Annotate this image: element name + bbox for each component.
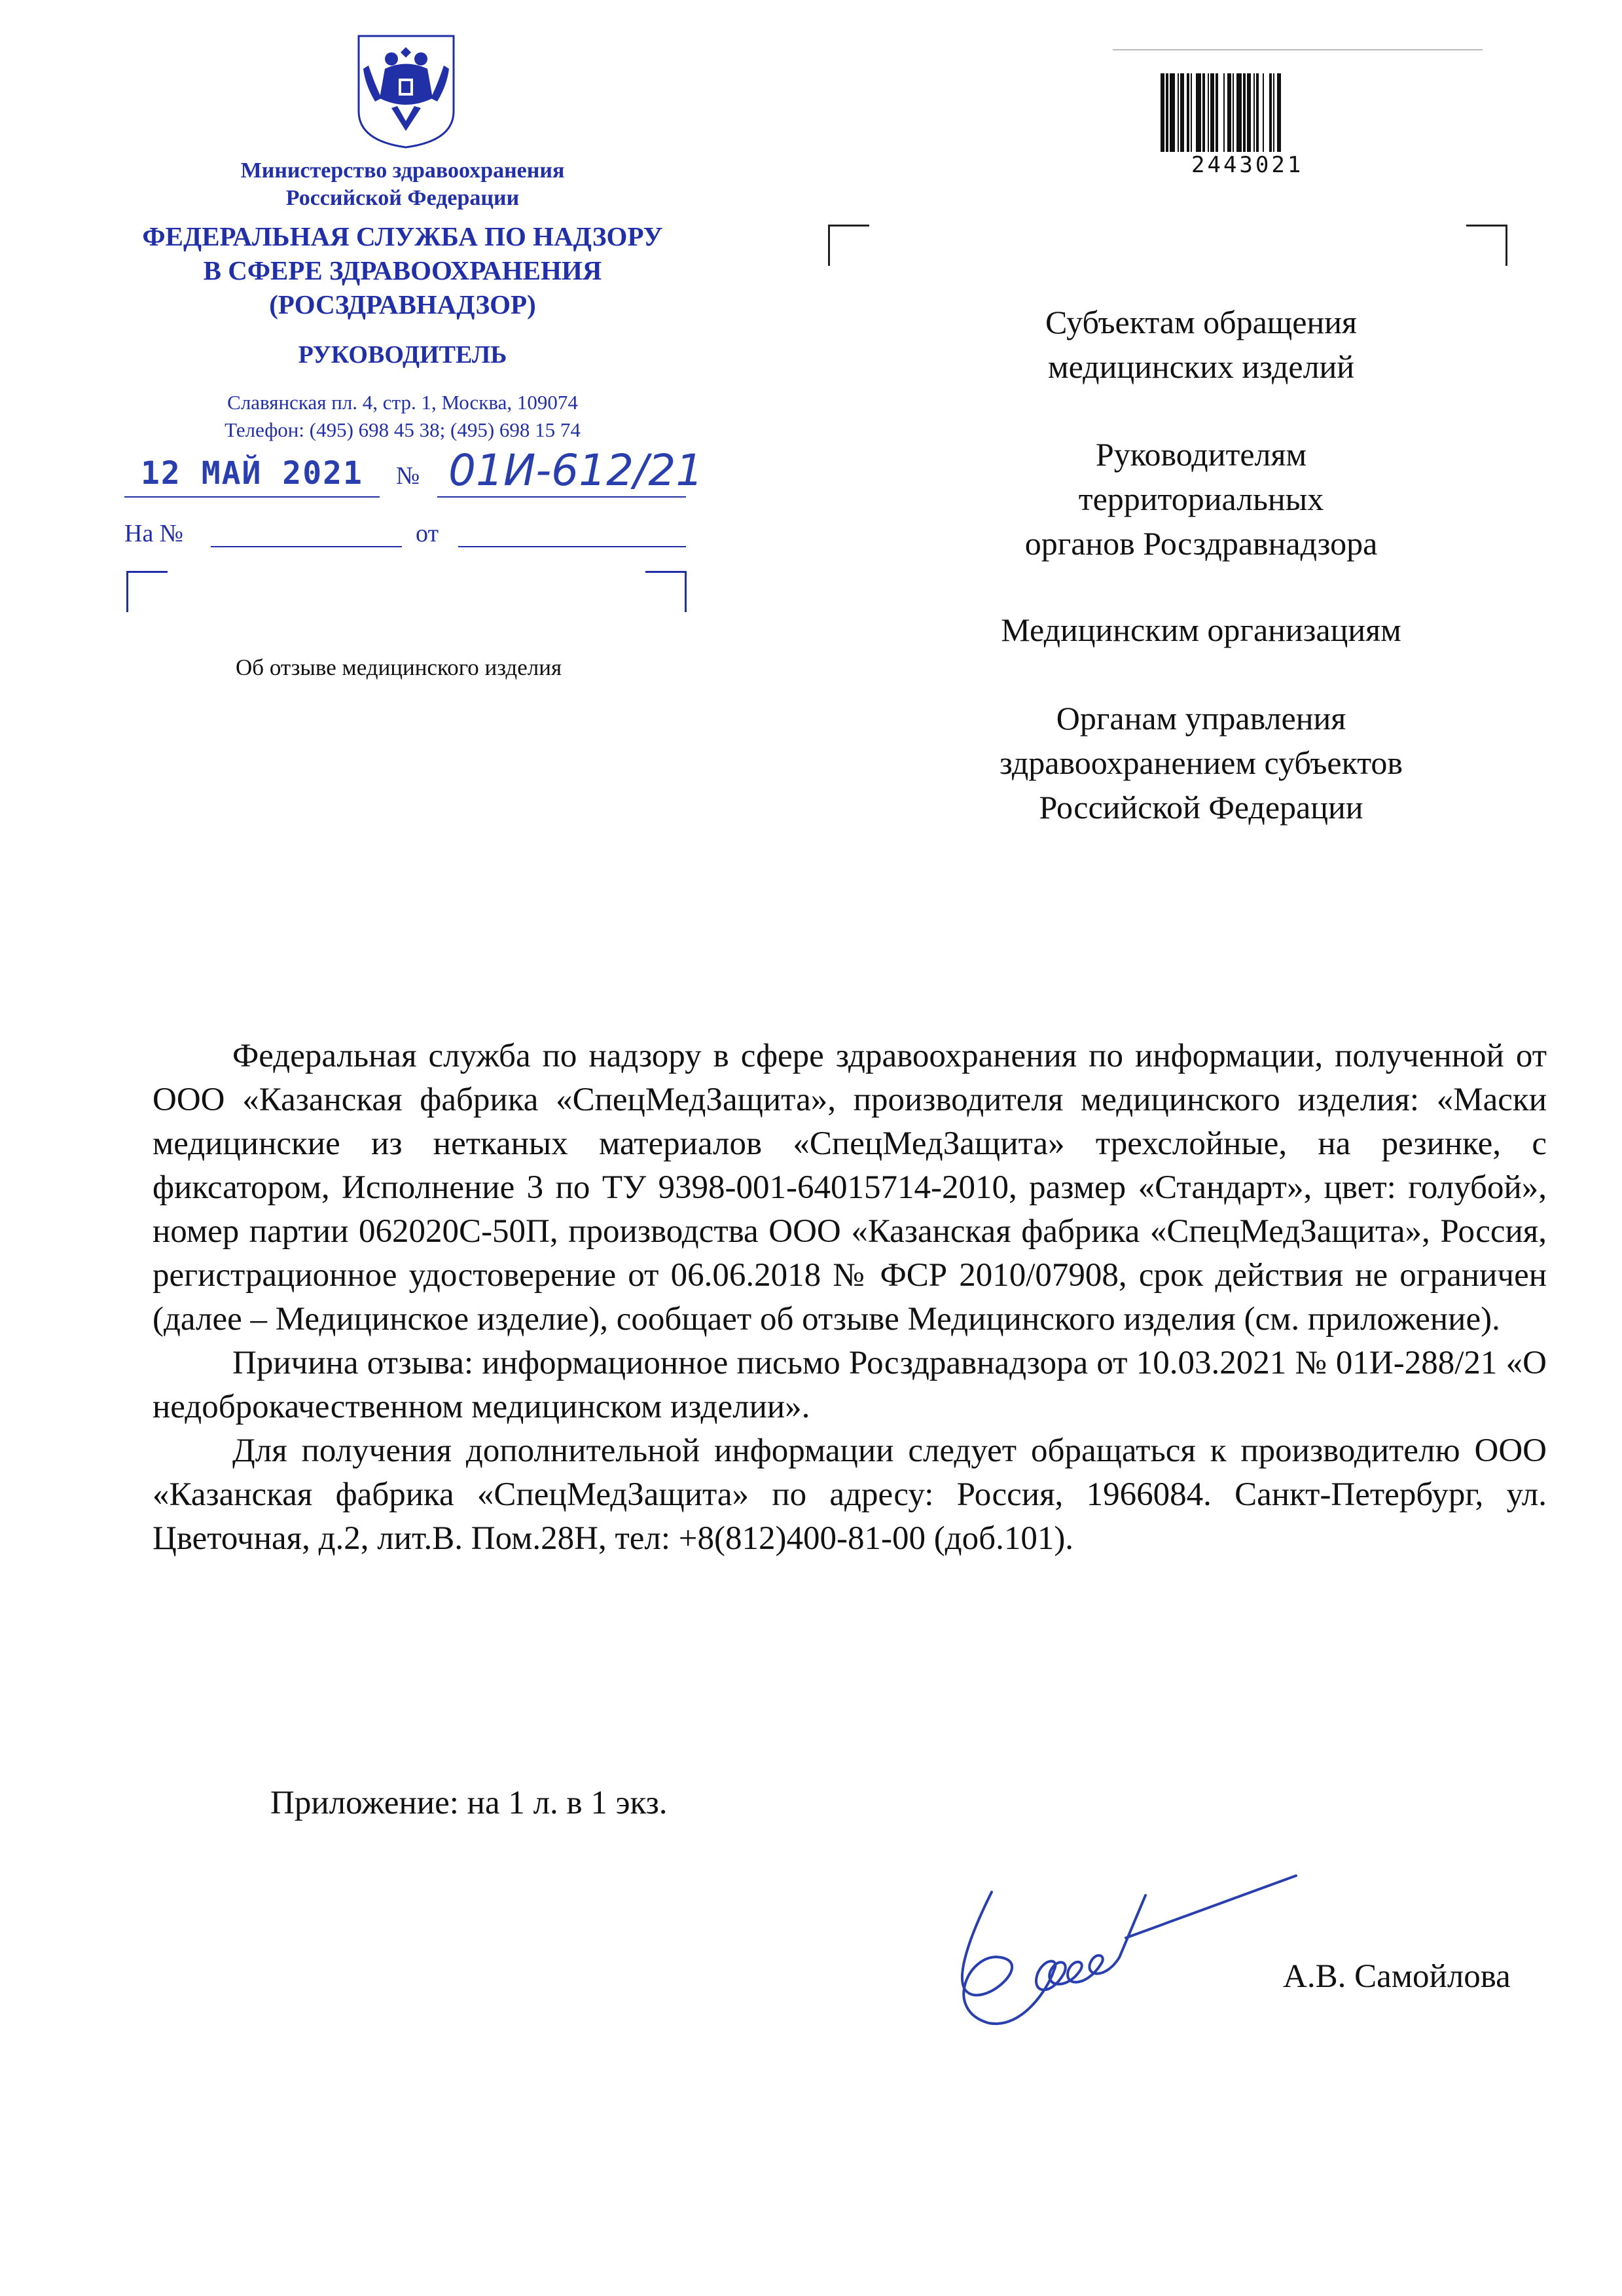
reply-number-label: На № <box>124 520 184 547</box>
appendix-note: Приложение: на 1 л. в 1 экз. <box>270 1785 668 1821</box>
barcode-bar <box>1247 73 1251 152</box>
reply-from-label: от <box>416 520 439 547</box>
addressee-3 <box>871 608 1532 652</box>
addressee-line: Руководителям <box>1095 436 1307 473</box>
addressee-line: здравоохранением субъектов <box>999 744 1403 781</box>
addressee-line: медицинских изделий <box>1047 348 1355 385</box>
barcode-bar <box>1191 73 1192 152</box>
barcode-bar <box>1243 73 1246 152</box>
addressee-2 <box>871 432 1532 566</box>
letter-subject: Об отзыве медицинского изделия <box>236 655 562 680</box>
barcode-bar <box>1269 73 1272 152</box>
barcode-bar <box>1180 73 1184 152</box>
date-stamp: 12 МАЙ 2021 <box>141 455 363 492</box>
subject-corner-right <box>645 571 687 612</box>
barcode-bar <box>1166 73 1168 152</box>
phone: Телефон: (495) 698 45 38; (495) 698 15 74 <box>225 418 581 441</box>
address: Славянская пл. 4, стр. 1, Москва, 109074 <box>227 391 578 414</box>
barcode-bar <box>1210 73 1214 152</box>
addressee-1 <box>871 300 1532 389</box>
letter-body <box>153 1034 1547 1561</box>
barcode-bar <box>1233 73 1234 152</box>
addressee-line: Субъектам обращения <box>1045 304 1357 340</box>
service-name <box>98 219 707 321</box>
outgoing-number: 01И-612/21 <box>448 445 704 496</box>
addressee-4 <box>871 696 1532 829</box>
ministry-line-2: Российской Федерации <box>285 186 520 210</box>
coat-of-arms-emblem <box>355 33 457 149</box>
head-title: РУКОВОДИТЕЛЬ <box>298 341 507 369</box>
signer-name: А.В. Самойлова <box>1283 1958 1511 1995</box>
number-label: № <box>396 462 420 490</box>
barcode-bar <box>1236 73 1242 152</box>
addressee-corner-right <box>1466 225 1507 266</box>
barcode-bar <box>1263 73 1264 152</box>
ministry-name <box>164 157 641 212</box>
barcode-bar <box>1253 73 1255 152</box>
barcode-bar <box>1227 73 1231 152</box>
barcode-bar <box>1216 73 1218 152</box>
barcode-bar <box>1202 73 1205 152</box>
addressee-line: Российской Федерации <box>1039 789 1363 826</box>
barcode-number: 2443021 <box>1191 152 1304 178</box>
barcode-bar <box>1161 73 1164 152</box>
body-paragraph-2: Причина отзыва: информационное письмо Росздравнадзора от 10.03.2021 № 01И-288/21 «О недоброкачественном медицинском изделии». <box>153 1345 1547 1425</box>
ministry-line-1: Министерство здравоохранения <box>240 158 565 183</box>
addressee-corner-left <box>828 225 869 266</box>
service-line-3: (РОСЗДРАВНАДЗОР) <box>269 289 536 319</box>
body-paragraph-1: Федеральная служба по надзору в сфере здравоохранения по информации, полученной от ООО «Казанская фабрика «СпецМедЗащита», производителя медицинского изделия: «Маски медицинские из нетканых материалов «СпецМедЗащита» трехслойные, на резинке, с фиксатором, Исполнение 3 по ТУ 9398-001-64015714-2010, размер «Стандарт», цвет: голубой», номер партии 062020С-50П, производства ООО «Казанская фабрика «СпецМедЗащита», Россия, регистрационное удостоверение от 06.06.2018 № ФСР 2010/07908, срок действия не ограничен (далее – Медицинское изделие), сообщает об отзыве Медицинского изделия (см. приложение). <box>153 1038 1547 1338</box>
address-block <box>164 389 641 444</box>
barcode-bar <box>1273 73 1274 152</box>
subject-corner-left <box>126 571 168 612</box>
body-paragraph-3: Для получения дополнительной информации следует обращаться к производителю ООО «Казанская фабрика «СпецМедЗащита» по адресу: Россия, 1966084. Санкт-Петербург, ул. Цветочная, д.2, лит.В. Пом.28Н, тел: +8(812)400-81-00 (доб.101). <box>153 1432 1547 1557</box>
barcode-rule <box>1113 49 1483 50</box>
barcode-bar <box>1208 73 1209 152</box>
barcode-bar <box>1170 73 1175 152</box>
addressee-line: территориальных <box>1078 481 1324 517</box>
addressee-line: органов Росздравнадзора <box>1024 525 1378 562</box>
barcode-bar <box>1277 73 1281 152</box>
barcode-bar <box>1223 73 1225 152</box>
barcode-bar <box>1256 73 1259 152</box>
barcode-bar <box>1178 73 1179 152</box>
addressee-line: Органам управления <box>1056 700 1346 737</box>
addressee-line: Медицинским организациям <box>1001 611 1401 648</box>
service-line-1: ФЕДЕРАЛЬНАЯ СЛУЖБА ПО НАДЗОРУ <box>142 221 663 251</box>
barcode-bar <box>1196 73 1201 152</box>
service-line-2: В СФЕРЕ ЗДРАВООХРАНЕНИЯ <box>203 255 602 285</box>
barcode <box>1161 73 1363 155</box>
barcode-bar <box>1187 73 1189 152</box>
